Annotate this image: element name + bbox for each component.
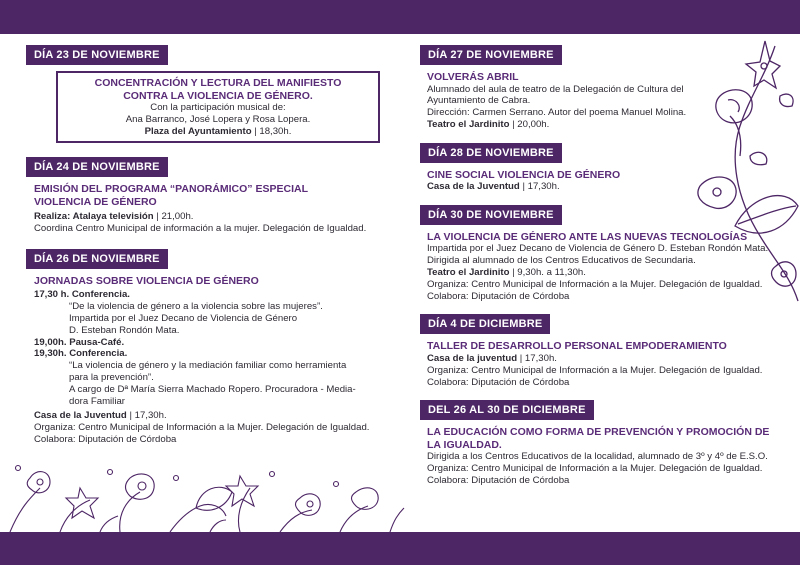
event-text: Dirigida a los Centros Educativos de la localidad, alumnado de 3º y 4º de E.S.O. bbox=[427, 451, 768, 463]
left-column bbox=[26, 45, 396, 446]
event-collaborator: Colabora: Diputación de Córdoba bbox=[34, 434, 177, 446]
event-venue: Casa de la Juventud | 17,30h. bbox=[427, 181, 560, 193]
date-label: DÍA 24 DE NOVIEMBRE bbox=[26, 157, 168, 177]
talk-line: A cargo de Dª María Sierra Machado Ropero. Procuradora - Media- bbox=[69, 383, 356, 395]
date-label: DÍA 28 DE NOVIEMBRE bbox=[420, 143, 562, 163]
event-text: Dirección: Carmen Serrano. Autor del poema Manuel Molina. bbox=[427, 107, 687, 119]
date-label: DÍA 23 DE NOVIEMBRE bbox=[26, 45, 168, 65]
event-title: VOLVERÁS ABRIL bbox=[427, 71, 519, 83]
event-collaborator: Colabora: Diputación de Córdoba bbox=[427, 474, 570, 486]
event-venue: Casa de la juventud | 17,30h. bbox=[427, 352, 557, 364]
schedule-item: 19,30h. Conferencia. bbox=[34, 348, 128, 360]
event-title: LA VIOLENCIA DE GÉNERO ANTE LAS NUEVAS TECNOLOGÍAS bbox=[427, 230, 748, 243]
date-label: DEL 26 AL 30 DE DICIEMBRE bbox=[420, 400, 594, 420]
event-title: TALLER DE DESARROLLO PERSONAL EMPODERAMIENTO bbox=[427, 340, 727, 353]
event-nov-26 bbox=[26, 249, 396, 446]
event-text: Ayuntamiento de Cabra. bbox=[427, 95, 531, 107]
event-dec-4 bbox=[420, 314, 780, 388]
event-coordinator: Coordina Centro Municipal de información a la mujer. Delegación de Igualdad. bbox=[34, 223, 367, 235]
event-title: LA EDUCACIÓN COMO FORMA DE PREVENCIÓN Y PROMOCIÓN DE bbox=[427, 426, 770, 439]
date-label: DÍA 30 DE NOVIEMBRE bbox=[420, 205, 562, 225]
event-title: CINE SOCIAL VIOLENCIA DE GÉNERO bbox=[427, 168, 621, 181]
event-collaborator: Colabora: Diputación de Córdoba bbox=[427, 290, 570, 302]
event-organizer: Organiza: Centro Municipal de Información a la Mujer. Delegación de Igualdad. bbox=[34, 422, 370, 434]
event-title: JORNADAS SOBRE VIOLENCIA DE GÉNERO bbox=[34, 274, 259, 287]
event-nov-23 bbox=[26, 45, 396, 143]
event-collaborator: Colabora: Diputación de Córdoba bbox=[427, 376, 570, 388]
date-label: DÍA 26 DE NOVIEMBRE bbox=[26, 249, 168, 269]
top-band bbox=[0, 0, 800, 34]
schedule-item: 19,00h. Pausa-Café. bbox=[34, 336, 125, 348]
date-label: DÍA 27 DE NOVIEMBRE bbox=[420, 45, 562, 65]
event-text: Con la participación musical de: bbox=[150, 102, 286, 113]
event-venue: Teatro el Jardinito | 9,30h. a 11,30h. bbox=[427, 267, 586, 279]
event-organizer: Organiza: Centro Municipal de Información a la Mujer. Delegación de Igualdad. bbox=[427, 463, 763, 475]
event-dec-26-30 bbox=[420, 400, 780, 486]
event-text: Impartida por el Juez Decano de Violencia de Género D. Esteban Rondón Mata. bbox=[427, 243, 769, 255]
schedule-item: 17,30 h. Conferencia. bbox=[34, 289, 130, 301]
event-title-line2: LA IGUALDAD. bbox=[427, 438, 502, 451]
event-title-line2: CONTRA LA VIOLENCIA DE GÉNERO. bbox=[123, 89, 313, 102]
event-venue: Teatro el Jardinito | 20,00h. bbox=[427, 118, 550, 130]
talk-line: D. Esteban Rondón Mata. bbox=[69, 324, 180, 336]
event-venue: Plaza del Ayuntamiento | 18,30h. bbox=[144, 125, 292, 137]
flower-illustration-right bbox=[680, 36, 800, 306]
event-organizer: Organiza: Centro Municipal de Información a la Mujer. Delegación de Igualdad. bbox=[427, 364, 763, 376]
manifesto-box bbox=[56, 71, 380, 143]
event-text: Ana Barranco, José Lopera y Rosa Lopera. bbox=[125, 113, 311, 125]
date-label: DÍA 4 DE DICIEMBRE bbox=[420, 314, 550, 334]
event-venue: Casa de la Juventud | 17,30h. bbox=[34, 410, 167, 422]
event-title: EMISIÓN DEL PROGRAMA “PANORÁMICO” ESPECIAL bbox=[34, 183, 308, 196]
event-venue: Realiza: Atalaya televisión | 21,00h. bbox=[34, 211, 194, 223]
event-nov-24 bbox=[26, 157, 396, 235]
talk-line: dora Familiar bbox=[69, 395, 125, 407]
bottom-band bbox=[0, 532, 800, 565]
event-organizer: Organiza: Centro Municipal de Información a la Mujer. Delegación de Igualdad. bbox=[427, 278, 763, 290]
event-title-line2: VIOLENCIA DE GÉNERO bbox=[34, 195, 157, 208]
event-text: Dirigida al alumnado de los Centros Educativos de Secundaria. bbox=[427, 255, 696, 267]
flower-illustration-bottom bbox=[0, 448, 410, 532]
talk-line: Impartida por el Juez Decano de Violencia de Género bbox=[69, 313, 298, 325]
talk-line: “De la violencia de género a la violencia sobre las mujeres”. bbox=[69, 301, 323, 313]
talk-line: para la prevención”. bbox=[69, 372, 154, 384]
event-text: Alumnado del aula de teatro de la Delegación de Cultura del bbox=[427, 83, 684, 95]
talk-line: “La violencia de género y la mediación familiar como herramienta bbox=[69, 360, 347, 372]
event-title: CONCENTRACIÓN Y LECTURA DEL MANIFIESTO bbox=[94, 77, 342, 89]
